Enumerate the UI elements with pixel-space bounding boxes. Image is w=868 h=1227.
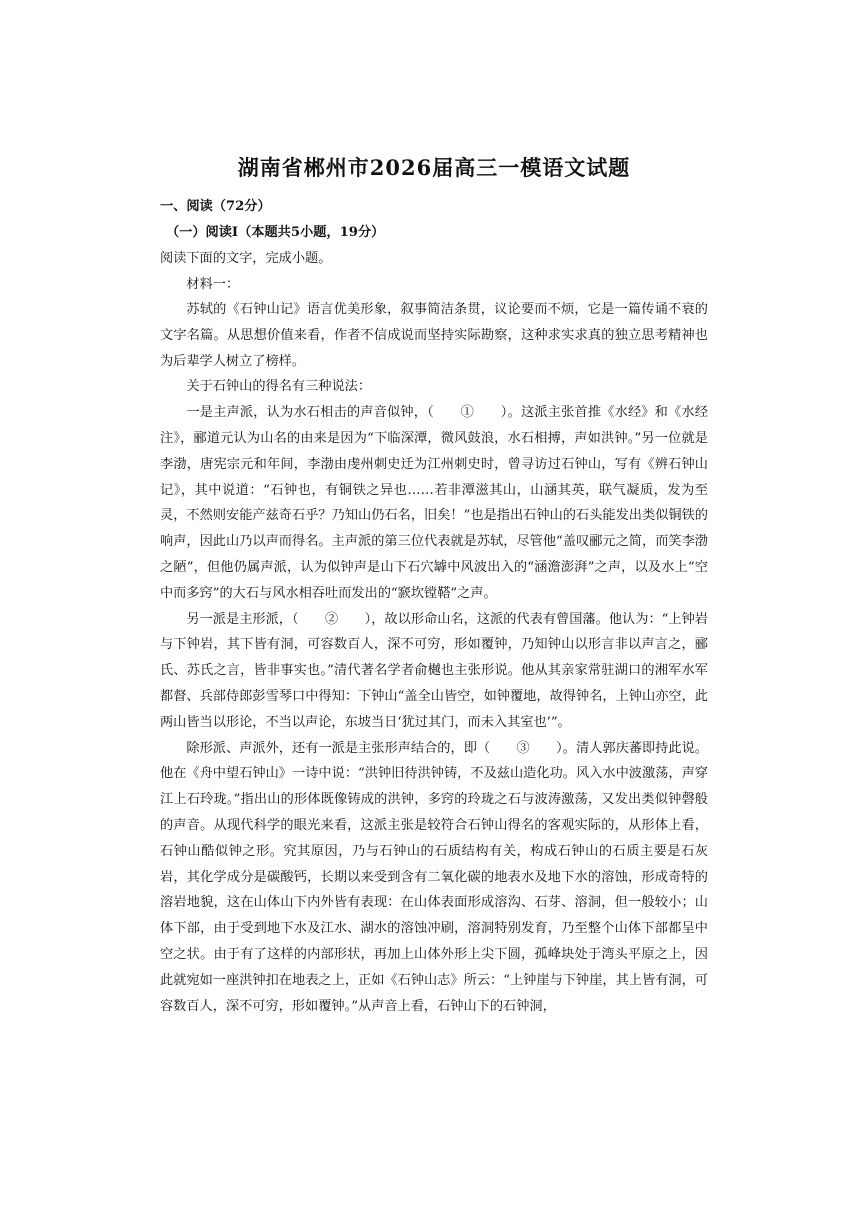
subsection-heading: （一）阅读Ⅰ（本题共5小题，19分）	[166, 225, 385, 240]
paragraph: 另一派是主形派，（ ② ），故以形命山名，这派的代表有曾国藩。他认为：“上钟岩与下钟岩，其下皆有洞，可容数百人，深不可穷，形如覆钟，乃知钟山以形言非以声言之，郦氏、苏氏之言，皆非事实也。”清代著名学者俞樾也主张形说。他从其亲家常驻湖口的湘军水军都督、兵部侍郎彭雪琴口中得知：下钟山“盖全山皆空，如钟覆地，故得钟名，上钟山亦空，此两山皆当以形论，不当以声论，东坡当日‘犹过其门，而未入其室也’”。	[160, 611, 708, 730]
paragraph: 除形派、声派外，还有一派是主张形声结合的，即（ ③ ）。清人郭庆蕃即持此说。他在《舟中望石钟山》一诗中说：“洪钟旧待洪钟铸，不及兹山造化功。风入水中波激荡，声穿江上石玲珑。”指出山的形体既像铸成的洪钟，多窍的玲珑之石与波涛激荡，又发出类似钟磬般的声音。从现代科学的眼光来看，这派主张是较符合石钟山得名的客观实际的，从形体上看，石钟山酷似钟之形。究其原因，乃与石钟山的石质结构有关，构成石钟山的石质主要是石灰岩，其化学成分是碳酸钙，长期以来受到含有二氧化碳的地表水及地下水的溶蚀，形成奇特的溶岩地貌，这在山体山下内外皆有表现：在山体表面形成溶沟、石芽、溶洞，但一般较小；山体下部，由于受到地下水及江水、湖水的溶蚀冲刷，溶洞特别发育，乃至整个山体下部都呈中空之状。由于有了这样的内部形状，再加上山体外形上尖下圆，孤峰块处于湾头平原之上，因此就宛如一座洪钟扣在地表之上，正如《石钟山志》所云：“上钟崖与下钟崖，其上皆有洞，可容数百人，深不可穷，形如覆钟。”从声音上看，石钟山下的石钟洞，	[160, 740, 708, 1014]
instruction-text: 阅读下面的文字，完成小题。	[160, 251, 332, 266]
material-label: 材料一：	[186, 277, 240, 292]
paragraph: 关于石钟山的得名有三种说法：	[186, 379, 372, 395]
article-body	[160, 297, 708, 1019]
paragraph: 一是主声派，认为水石相击的声音似钟，（ ① ）。这派主张首推《水经》和《水经注》，郦道元认为山名的由来是因为“下临深潭，微风鼓浪，水石相搏，声如洪钟。”另一位就是李渤，唐宪宗元和年间，李渤由虔州刺史迁为江州刺史时，曾寻访过石钟山，写有《辨石钟山记》，其中说道：“石钟也，有铜铁之异也……若非潭滋其山，山涵其英，联气凝质，发为至灵，不然则安能产兹奇石乎？乃知山仍石名，旧矣！”也是指出石钟山的石头能发出类似铜铁的响声，因此山乃以声而得名。主声派的第三位代表就是苏轼，尽管他“盖叹郦元之简，而笑李渤之陋”，但他仍属声派，认为似钟声是山下石穴罅中风波出入的“涵澹澎湃”之声，以及水上“空中而多窍”的大石与风水相吞吐而发出的“窾坎镗鞳”之声。	[160, 405, 708, 601]
document-title: 湖南省郴州市2026届高三一模语文试题	[237, 155, 631, 180]
paragraph: 苏轼的《石钟山记》语言优美形象，叙事简洁条贯，议论要而不烦，它是一篇传诵不衰的文字名篇。从思想价值来看，作者不信成说而坚持实际勘察，这种求实求真的独立思考精神也为后辈学人树立了榜样。	[160, 302, 708, 369]
section-heading: 一、阅读（72分）	[160, 199, 271, 214]
